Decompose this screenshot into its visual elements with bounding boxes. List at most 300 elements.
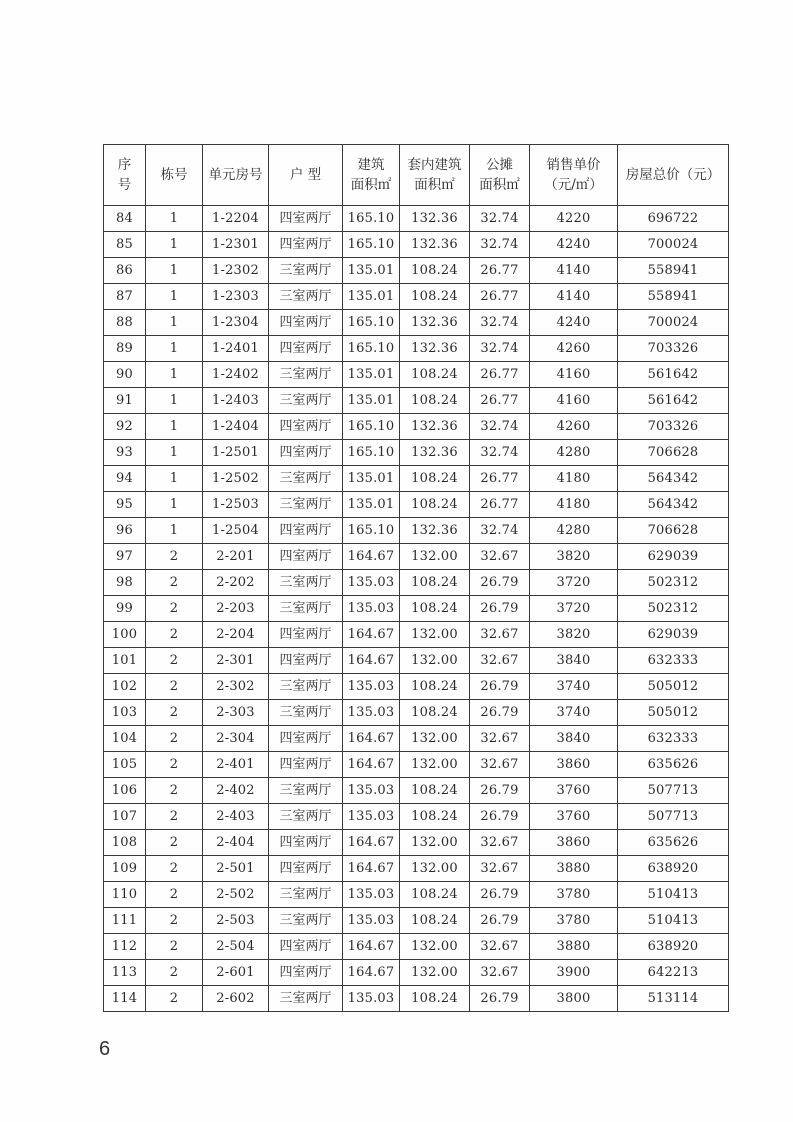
serial-no-cell: 89 [104, 336, 146, 362]
building-no-cell: 2 [146, 752, 203, 778]
total-price-cell: 703326 [618, 336, 729, 362]
unit-price-cell: 4260 [530, 414, 618, 440]
total-price-cell: 510413 [618, 908, 729, 934]
total-price-cell: 505012 [618, 700, 729, 726]
table-row [104, 570, 729, 596]
table-row [104, 934, 729, 960]
total-price-cell: 706628 [618, 440, 729, 466]
net-area-cell: 108.24 [400, 674, 470, 700]
header-label: 号 [117, 177, 132, 193]
table-row [104, 674, 729, 700]
building-no-cell: 2 [146, 674, 203, 700]
table-row [104, 336, 729, 362]
layout-cell: 三室两厅 [269, 362, 343, 388]
net-area-cell: 132.36 [400, 310, 470, 336]
table-row [104, 258, 729, 284]
total-price-cell: 558941 [618, 258, 729, 284]
net-area-cell: 108.24 [400, 388, 470, 414]
total-price-cell: 629039 [618, 544, 729, 570]
unit-price-cell: 3760 [530, 778, 618, 804]
net-area-cell: 132.00 [400, 544, 470, 570]
shared-area-cell: 32.67 [470, 934, 530, 960]
header-label: 户 型 [289, 167, 322, 183]
layout-cell: 四室两厅 [269, 232, 343, 258]
total-price-cell: 502312 [618, 570, 729, 596]
header-gross-area [343, 145, 400, 206]
net-area-cell: 108.24 [400, 362, 470, 388]
gross-area-cell: 135.03 [343, 986, 400, 1012]
unit-price-cell: 4140 [530, 258, 618, 284]
layout-cell: 三室两厅 [269, 570, 343, 596]
gross-area-cell: 165.10 [343, 518, 400, 544]
unit-price-cell: 3720 [530, 570, 618, 596]
shared-area-cell: 26.79 [470, 674, 530, 700]
unit-price-cell: 3880 [530, 934, 618, 960]
total-price-cell: 564342 [618, 466, 729, 492]
net-area-cell: 132.36 [400, 336, 470, 362]
building-no-cell: 2 [146, 882, 203, 908]
layout-cell: 四室两厅 [269, 934, 343, 960]
gross-area-cell: 135.03 [343, 882, 400, 908]
header-serial-no [104, 145, 146, 206]
gross-area-cell: 135.03 [343, 804, 400, 830]
unit-price-cell: 3780 [530, 908, 618, 934]
layout-cell: 三室两厅 [269, 596, 343, 622]
net-area-cell: 108.24 [400, 596, 470, 622]
table-row [104, 908, 729, 934]
net-area-cell: 132.36 [400, 414, 470, 440]
shared-area-cell: 32.67 [470, 622, 530, 648]
serial-no-cell: 91 [104, 388, 146, 414]
serial-no-cell: 109 [104, 856, 146, 882]
layout-cell: 四室两厅 [269, 518, 343, 544]
gross-area-cell: 135.01 [343, 466, 400, 492]
shared-area-cell: 32.74 [470, 336, 530, 362]
table-row [104, 960, 729, 986]
layout-cell: 三室两厅 [269, 492, 343, 518]
gross-area-cell: 164.67 [343, 752, 400, 778]
unit-no-cell: 1-2302 [203, 258, 269, 284]
unit-price-cell: 3860 [530, 752, 618, 778]
unit-no-cell: 1-2502 [203, 466, 269, 492]
gross-area-cell: 164.67 [343, 960, 400, 986]
serial-no-cell: 94 [104, 466, 146, 492]
serial-no-cell: 108 [104, 830, 146, 856]
unit-price-cell: 3880 [530, 856, 618, 882]
header-label: （元/㎡） [544, 177, 603, 193]
layout-cell: 三室两厅 [269, 674, 343, 700]
net-area-cell: 132.00 [400, 752, 470, 778]
unit-no-cell: 2-402 [203, 778, 269, 804]
serial-no-cell: 88 [104, 310, 146, 336]
unit-price-cell: 3840 [530, 648, 618, 674]
serial-no-cell: 96 [104, 518, 146, 544]
building-no-cell: 2 [146, 570, 203, 596]
serial-no-cell: 113 [104, 960, 146, 986]
layout-cell: 四室两厅 [269, 856, 343, 882]
unit-no-cell: 1-2402 [203, 362, 269, 388]
unit-no-cell: 1-2304 [203, 310, 269, 336]
unit-no-cell: 1-2504 [203, 518, 269, 544]
serial-no-cell: 114 [104, 986, 146, 1012]
gross-area-cell: 135.01 [343, 258, 400, 284]
building-no-cell: 1 [146, 310, 203, 336]
unit-no-cell: 2-403 [203, 804, 269, 830]
unit-price-cell: 3720 [530, 596, 618, 622]
gross-area-cell: 164.67 [343, 726, 400, 752]
serial-no-cell: 105 [104, 752, 146, 778]
shared-area-cell: 32.67 [470, 544, 530, 570]
table-row [104, 778, 729, 804]
net-area-cell: 132.00 [400, 648, 470, 674]
layout-cell: 三室两厅 [269, 908, 343, 934]
layout-cell: 四室两厅 [269, 726, 343, 752]
shared-area-cell: 26.79 [470, 570, 530, 596]
layout-cell: 三室两厅 [269, 804, 343, 830]
unit-no-cell: 1-2303 [203, 284, 269, 310]
unit-price-cell: 4160 [530, 362, 618, 388]
table-row [104, 622, 729, 648]
header-label: 销售单价 [546, 157, 601, 173]
shared-area-cell: 26.79 [470, 882, 530, 908]
unit-no-cell: 2-504 [203, 934, 269, 960]
building-no-cell: 2 [146, 856, 203, 882]
building-no-cell: 2 [146, 648, 203, 674]
gross-area-cell: 135.03 [343, 570, 400, 596]
serial-no-cell: 93 [104, 440, 146, 466]
layout-cell: 三室两厅 [269, 700, 343, 726]
unit-no-cell: 2-302 [203, 674, 269, 700]
total-price-cell: 510413 [618, 882, 729, 908]
unit-price-cell: 4260 [530, 336, 618, 362]
serial-no-cell: 97 [104, 544, 146, 570]
shared-area-cell: 32.67 [470, 648, 530, 674]
serial-no-cell: 107 [104, 804, 146, 830]
unit-price-cell: 4220 [530, 206, 618, 232]
serial-no-cell: 106 [104, 778, 146, 804]
header-layout [269, 145, 343, 206]
gross-area-cell: 135.01 [343, 362, 400, 388]
shared-area-cell: 26.79 [470, 804, 530, 830]
shared-area-cell: 26.77 [470, 492, 530, 518]
unit-no-cell: 2-304 [203, 726, 269, 752]
net-area-cell: 108.24 [400, 258, 470, 284]
layout-cell: 四室两厅 [269, 830, 343, 856]
total-price-cell: 513114 [618, 986, 729, 1012]
layout-cell: 三室两厅 [269, 466, 343, 492]
unit-price-cell: 3820 [530, 544, 618, 570]
shared-area-cell: 26.77 [470, 258, 530, 284]
unit-no-cell: 2-201 [203, 544, 269, 570]
serial-no-cell: 110 [104, 882, 146, 908]
unit-price-cell: 4280 [530, 440, 618, 466]
serial-no-cell: 100 [104, 622, 146, 648]
net-area-cell: 132.36 [400, 518, 470, 544]
total-price-cell: 629039 [618, 622, 729, 648]
shared-area-cell: 32.74 [470, 232, 530, 258]
header-label: 面积㎡ [479, 177, 520, 193]
serial-no-cell: 86 [104, 258, 146, 284]
unit-price-cell: 4140 [530, 284, 618, 310]
table-row [104, 804, 729, 830]
serial-no-cell: 103 [104, 700, 146, 726]
serial-no-cell: 102 [104, 674, 146, 700]
unit-price-cell: 3900 [530, 960, 618, 986]
net-area-cell: 132.00 [400, 960, 470, 986]
unit-no-cell: 1-2501 [203, 440, 269, 466]
layout-cell: 四室两厅 [269, 336, 343, 362]
gross-area-cell: 165.10 [343, 414, 400, 440]
shared-area-cell: 26.77 [470, 388, 530, 414]
unit-no-cell: 2-404 [203, 830, 269, 856]
net-area-cell: 132.00 [400, 726, 470, 752]
serial-no-cell: 101 [104, 648, 146, 674]
total-price-cell: 632333 [618, 726, 729, 752]
shared-area-cell: 32.67 [470, 960, 530, 986]
unit-price-cell: 4240 [530, 232, 618, 258]
building-no-cell: 2 [146, 596, 203, 622]
table-row [104, 362, 729, 388]
net-area-cell: 108.24 [400, 570, 470, 596]
gross-area-cell: 135.03 [343, 908, 400, 934]
net-area-cell: 132.00 [400, 830, 470, 856]
table-row [104, 830, 729, 856]
unit-no-cell: 1-2403 [203, 388, 269, 414]
unit-price-cell: 3740 [530, 674, 618, 700]
table-row [104, 440, 729, 466]
gross-area-cell: 164.67 [343, 648, 400, 674]
total-price-cell: 703326 [618, 414, 729, 440]
serial-no-cell: 90 [104, 362, 146, 388]
table-row [104, 232, 729, 258]
building-no-cell: 2 [146, 778, 203, 804]
header-label: 公摊 [486, 157, 513, 173]
layout-cell: 三室两厅 [269, 258, 343, 284]
unit-no-cell: 2-602 [203, 986, 269, 1012]
gross-area-cell: 164.67 [343, 934, 400, 960]
shared-area-cell: 32.67 [470, 726, 530, 752]
gross-area-cell: 135.01 [343, 284, 400, 310]
net-area-cell: 132.36 [400, 440, 470, 466]
gross-area-cell: 165.10 [343, 336, 400, 362]
building-no-cell: 1 [146, 362, 203, 388]
unit-no-cell: 1-2503 [203, 492, 269, 518]
building-no-cell: 1 [146, 388, 203, 414]
serial-no-cell: 111 [104, 908, 146, 934]
building-no-cell: 1 [146, 336, 203, 362]
serial-no-cell: 85 [104, 232, 146, 258]
layout-cell: 三室两厅 [269, 882, 343, 908]
table-row [104, 726, 729, 752]
gross-area-cell: 135.01 [343, 492, 400, 518]
unit-price-cell: 3760 [530, 804, 618, 830]
serial-no-cell: 99 [104, 596, 146, 622]
net-area-cell: 132.36 [400, 206, 470, 232]
total-price-cell: 564342 [618, 492, 729, 518]
header-building-no [146, 145, 203, 206]
total-price-cell: 507713 [618, 804, 729, 830]
shared-area-cell: 32.67 [470, 752, 530, 778]
gross-area-cell: 165.10 [343, 310, 400, 336]
net-area-cell: 108.24 [400, 700, 470, 726]
table-row [104, 752, 729, 778]
table-row [104, 414, 729, 440]
serial-no-cell: 87 [104, 284, 146, 310]
unit-price-table [103, 144, 729, 1012]
unit-no-cell: 2-301 [203, 648, 269, 674]
shared-area-cell: 32.74 [470, 310, 530, 336]
layout-cell: 四室两厅 [269, 310, 343, 336]
unit-no-cell: 2-501 [203, 856, 269, 882]
unit-price-cell: 4160 [530, 388, 618, 414]
unit-price-cell: 3840 [530, 726, 618, 752]
shared-area-cell: 26.77 [470, 466, 530, 492]
building-no-cell: 2 [146, 700, 203, 726]
shared-area-cell: 26.79 [470, 986, 530, 1012]
gross-area-cell: 165.10 [343, 206, 400, 232]
unit-price-cell: 4240 [530, 310, 618, 336]
unit-no-cell: 1-2204 [203, 206, 269, 232]
layout-cell: 三室两厅 [269, 284, 343, 310]
table-row [104, 596, 729, 622]
unit-price-cell: 4280 [530, 518, 618, 544]
building-no-cell: 1 [146, 466, 203, 492]
building-no-cell: 1 [146, 206, 203, 232]
layout-cell: 四室两厅 [269, 622, 343, 648]
building-no-cell: 1 [146, 414, 203, 440]
building-no-cell: 1 [146, 518, 203, 544]
total-price-cell: 696722 [618, 206, 729, 232]
net-area-cell: 132.00 [400, 856, 470, 882]
net-area-cell: 132.36 [400, 232, 470, 258]
gross-area-cell: 164.67 [343, 830, 400, 856]
table-row [104, 856, 729, 882]
table-row [104, 310, 729, 336]
unit-price-cell: 3860 [530, 830, 618, 856]
net-area-cell: 108.24 [400, 778, 470, 804]
total-price-cell: 638920 [618, 934, 729, 960]
unit-no-cell: 2-303 [203, 700, 269, 726]
table-row [104, 986, 729, 1012]
table-row [104, 648, 729, 674]
serial-no-cell: 112 [104, 934, 146, 960]
shared-area-cell: 32.67 [470, 830, 530, 856]
unit-no-cell: 1-2404 [203, 414, 269, 440]
building-no-cell: 1 [146, 492, 203, 518]
table-row [104, 700, 729, 726]
unit-no-cell: 2-202 [203, 570, 269, 596]
gross-area-cell: 165.10 [343, 440, 400, 466]
header-label: 建筑 [357, 157, 385, 173]
layout-cell: 四室两厅 [269, 648, 343, 674]
unit-price-cell: 4180 [530, 466, 618, 492]
unit-no-cell: 1-2301 [203, 232, 269, 258]
header-unit-no [203, 145, 269, 206]
table-row [104, 882, 729, 908]
serial-no-cell: 98 [104, 570, 146, 596]
building-no-cell: 1 [146, 258, 203, 284]
unit-no-cell: 2-203 [203, 596, 269, 622]
shared-area-cell: 32.67 [470, 856, 530, 882]
shared-area-cell: 26.79 [470, 908, 530, 934]
net-area-cell: 108.24 [400, 804, 470, 830]
header-shared-area [470, 145, 530, 206]
layout-cell: 三室两厅 [269, 986, 343, 1012]
unit-no-cell: 2-204 [203, 622, 269, 648]
shared-area-cell: 32.74 [470, 518, 530, 544]
total-price-cell: 642213 [618, 960, 729, 986]
layout-cell: 四室两厅 [269, 960, 343, 986]
gross-area-cell: 135.03 [343, 700, 400, 726]
gross-area-cell: 135.03 [343, 596, 400, 622]
gross-area-cell: 165.10 [343, 232, 400, 258]
gross-area-cell: 135.01 [343, 388, 400, 414]
building-no-cell: 2 [146, 544, 203, 570]
unit-price-cell: 3780 [530, 882, 618, 908]
table-row [104, 492, 729, 518]
total-price-cell: 558941 [618, 284, 729, 310]
header-label: 套内建筑 [407, 157, 462, 173]
total-price-cell: 638920 [618, 856, 729, 882]
unit-price-cell: 3800 [530, 986, 618, 1012]
shared-area-cell: 26.77 [470, 284, 530, 310]
serial-no-cell: 95 [104, 492, 146, 518]
layout-cell: 四室两厅 [269, 414, 343, 440]
unit-no-cell: 2-503 [203, 908, 269, 934]
total-price-cell: 635626 [618, 830, 729, 856]
gross-area-cell: 135.03 [343, 674, 400, 700]
net-area-cell: 108.24 [400, 466, 470, 492]
layout-cell: 四室两厅 [269, 206, 343, 232]
net-area-cell: 132.00 [400, 622, 470, 648]
table-body [104, 206, 729, 1012]
total-price-cell: 635626 [618, 752, 729, 778]
header-total-price [618, 145, 729, 206]
serial-no-cell: 84 [104, 206, 146, 232]
shared-area-cell: 32.74 [470, 414, 530, 440]
shared-area-cell: 32.74 [470, 206, 530, 232]
building-no-cell: 1 [146, 232, 203, 258]
building-no-cell: 2 [146, 986, 203, 1012]
building-no-cell: 2 [146, 622, 203, 648]
total-price-cell: 505012 [618, 674, 729, 700]
net-area-cell: 108.24 [400, 492, 470, 518]
table-row [104, 206, 729, 232]
net-area-cell: 108.24 [400, 882, 470, 908]
header-label: 单元房号 [208, 167, 263, 183]
serial-no-cell: 104 [104, 726, 146, 752]
table-row [104, 284, 729, 310]
layout-cell: 三室两厅 [269, 388, 343, 414]
total-price-cell: 561642 [618, 362, 729, 388]
building-no-cell: 2 [146, 960, 203, 986]
building-no-cell: 1 [146, 440, 203, 466]
building-no-cell: 2 [146, 908, 203, 934]
table-row [104, 518, 729, 544]
table-row [104, 388, 729, 414]
page-number: 6 [99, 1038, 111, 1060]
net-area-cell: 132.00 [400, 934, 470, 960]
gross-area-cell: 164.67 [343, 544, 400, 570]
total-price-cell: 561642 [618, 388, 729, 414]
table-row [104, 466, 729, 492]
shared-area-cell: 26.79 [470, 778, 530, 804]
unit-price-cell: 3820 [530, 622, 618, 648]
unit-no-cell: 1-2401 [203, 336, 269, 362]
header-net-area [400, 145, 470, 206]
net-area-cell: 108.24 [400, 986, 470, 1012]
total-price-cell: 632333 [618, 648, 729, 674]
